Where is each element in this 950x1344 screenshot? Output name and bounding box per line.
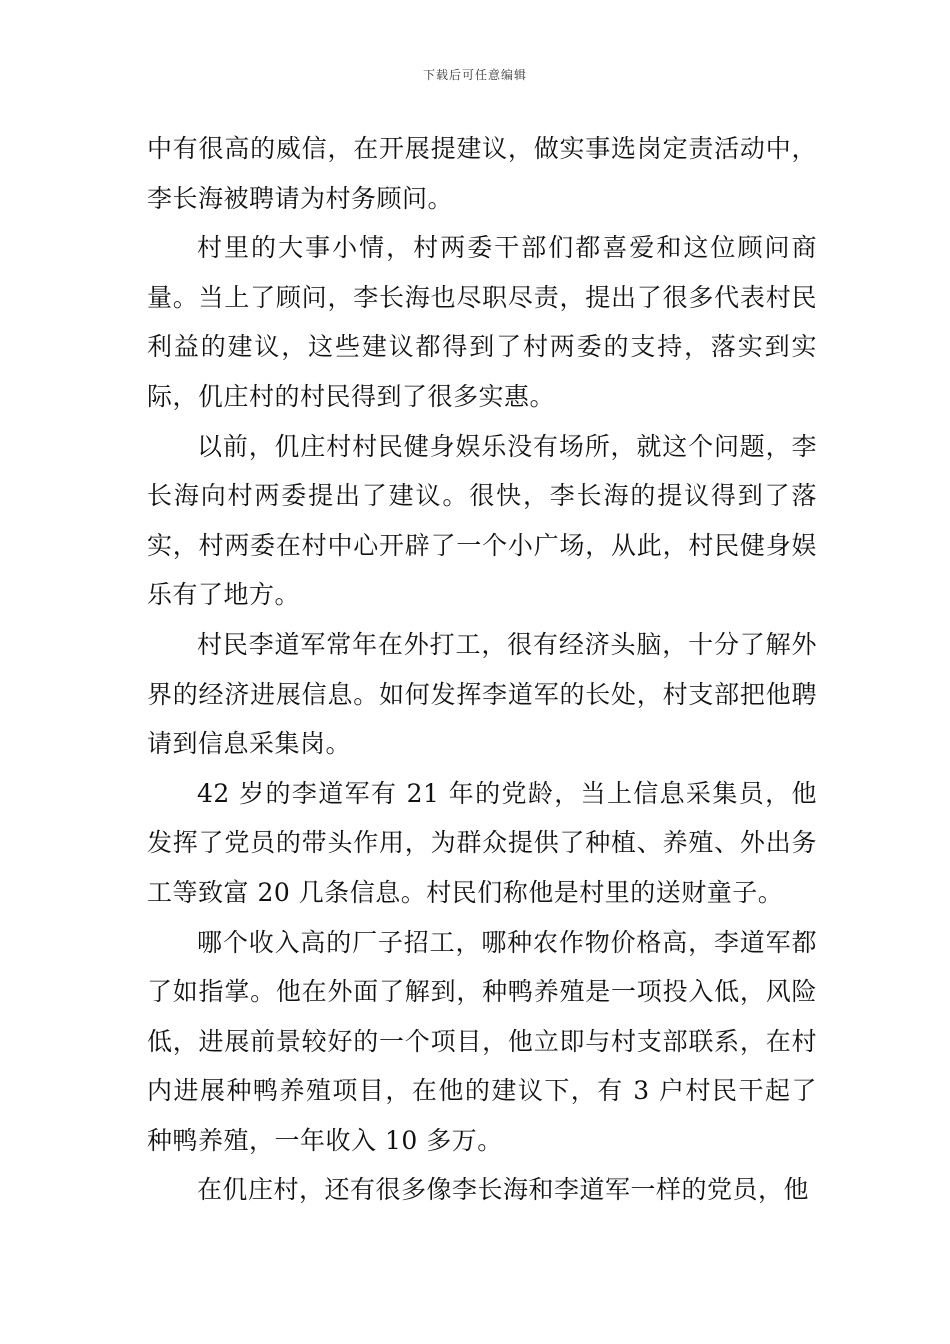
paragraph-2: 村里的大事小情，村两委干部们都喜爱和这位顾问商量。当上了顾问，李长海也尽职尽责，提出了很多代表村民利益的建议，这些建议都得到了村两委的支持，落实到实际，仉庄村的村民得到了很多实惠。 <box>147 233 817 411</box>
paragraph-5: 42 岁的李道军有 21 年的党龄，当上信息采集员，他发挥了党员的带头作用，为群众提供了种植、养殖、外出务工等致富 20 几条信息。村民们称他是村里的送财童子。 <box>147 778 817 907</box>
paragraph-3: 以前，仉庄村村民健身娱乐没有场所，就这个问题，李长海向村两委提出了建议。很快，李长海的提议得到了落实，村两委在村中心开辟了一个小广场，从此，村民健身娱乐有了地方。 <box>147 431 817 610</box>
header-note: 下载后可任意编辑 <box>422 68 527 82</box>
paragraph-7: 在仉庄村，还有很多像李长海和李道军一样的党员，他 <box>197 1175 810 1205</box>
paragraph-1: 中有很高的威信，在开展提建议，做实事选岗定责活动中，李长海被聘请为村务顾问。 <box>147 134 817 213</box>
paragraph-6: 哪个收入高的厂子招工，哪种农作物价格高，李道军都了如指掌。他在外面了解到，种鸭养殖是一项投入低，风险低，进展前景较好的一个项目，他立即与村支部联系，在村内进展种鸭养殖项目，在他的建议下，有 3 户村民干起了种鸭养殖，一年收入 10 多万。 <box>147 927 817 1155</box>
document-body <box>147 124 817 1215</box>
paragraph-4: 村民李道军常年在外打工，很有经济头脑，十分了解外界的经济进展信息。如何发挥李道军的长处，村支部把他聘请到信息采集岗。 <box>147 629 817 759</box>
